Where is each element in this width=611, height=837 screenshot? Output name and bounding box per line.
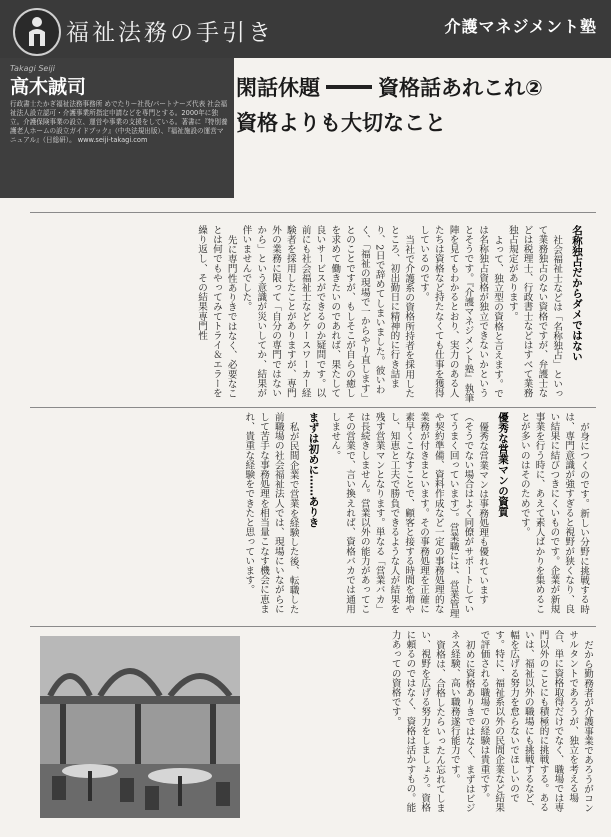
body-band-upper — [38, 225, 590, 403]
divider — [30, 407, 596, 408]
author-name: 高木誠司 — [10, 76, 87, 98]
column-title: 福祉法務の手引き — [66, 20, 274, 46]
paragraph: が身につくのです。新しい分野に挑戦する時は、専門意識が強すぎると視野が狭くなり、良い結果に結びつきにくいものです。企業が新規事業を行う時に、あえて素人ばかりを集めることが多いのはそのためです。 — [518, 412, 589, 614]
cafe-terrace-photo — [40, 636, 240, 818]
title-dash — [326, 85, 372, 89]
paragraph: 先に専門性ありきではなく、必要なことは何でもやってみてトライ＆エラーを繰り返し、その結果専門性 — [196, 225, 237, 398]
paragraph: 優秀な営業マンは事務処理も優れています（そうでない場合はよく同僚がサポートしていてうまく回っています）。営業職には、営業管理や契約準備、資料作成など一定の事務処理的な業務が付きまといます。その事務処理を正確に素早くこなすことで、顧客と接する時間を増やし、知恵と工夫で勝負できるような人が結果を残す営業マンとなります。単なる「営業バカ」は長続きしません。営業以外の能力があってこその営業で、言い換えれば、資格バカでは通用しません。 — [329, 412, 489, 619]
author-bio: 行政書士たかぎ福祉法務事務所 めでたりー社長/パートナーズ代表 社会福祉法人設立認可・介護事業所指定申請などを専門とする。2000年に独立。介護保険事業の設立、運営や事業の支援をしている。著書に『特別養護老人ホームの設立ガイドブック』（中央法規出版）、『福祉施設の運営マニュアル』（日総研）。 www.seiji-takagi.com — [10, 100, 228, 145]
title-subtitle: 資格よりも大切なこと — [236, 111, 446, 135]
paragraph: 社会福祉士などは「名称独占」といって業務独占のない資格ですが、弁護士などは税理士、行政書士などはすべて業務独占規定があります。 — [506, 225, 563, 398]
section-heading: 名称独占だからダメではない — [571, 225, 583, 362]
paragraph: 当社で介護系の資格所持者を採用したところ、初出勤日に精神的に行き詰まり、2日で辞めてしまいました。彼いわく、「福祉の現場で一からやり直します」とのことですが、もしそこが自らの癒しを求めて働きたいのであれば、果たして良いサービスができるのか疑問です。以前にも社会福祉士などケースワーカー経験者を採用したことがありますが、専門外の業務に限って「自分の専門ではないから」という意識が災いしてか、結果が伴いませんでした。 — [240, 225, 415, 403]
author-box — [0, 58, 234, 198]
paragraph: 資格は、合格したらいったん忘れてしまい、視野を広げる努力をしましょう。資格に頼るのではなく、資格は活かすもの。能力あっての資格です。 — [389, 630, 446, 813]
paragraph: だから勤務者が介護事業であろうがコンサルタントであろうが、独立を考える場合、単に資格取得だけでなく、職場では専門以外のことにも積極的に挑戦する。あるいは、福祉以外の職場にも挑戦するなど、幅を広げる努力を怠らないでほしいのです。特に、福祉系以外の民間企業など結果で評価される職場での経験は貴重です。 — [478, 630, 593, 813]
column-header — [0, 0, 611, 58]
title-main: 資格話あれこれ② — [378, 76, 543, 100]
body-band-lower — [248, 630, 594, 815]
title-prefix: 閑話休題 — [236, 76, 320, 100]
article-title — [236, 72, 611, 137]
body-band-middle — [38, 412, 590, 622]
section-heading: 優秀な営業マンの資質 — [497, 412, 510, 517]
section-heading: まずは初めに……ありき — [307, 412, 320, 528]
person-logo-icon — [13, 8, 61, 56]
author-name-roman: Takagi Seiji — [10, 64, 55, 73]
paragraph: 私が民間企業で営業を経験した後、転職した前職場の社会福祉法人では、現場にいながらにして苦手な事務処理を相当量こなす機会に恵まれ、貴重な経験をできたと思っています。 — [243, 412, 299, 614]
magazine-title: 介護マネジメント塾 — [444, 17, 597, 36]
paragraph: 初めに資格ありきではなく、まずはビジネス経験、高い職務遂行能力です。 — [448, 630, 475, 813]
divider — [30, 626, 596, 627]
divider — [30, 212, 596, 213]
paragraph: よって、独立型の資格と言えます。では名称独占資格が独立できないかというとそうです。『介護マネジメント塾』執筆陣を見てもわかるとおり、実力のある人たちは資格など持たなくても仕事を獲得しているのです。 — [418, 225, 504, 403]
